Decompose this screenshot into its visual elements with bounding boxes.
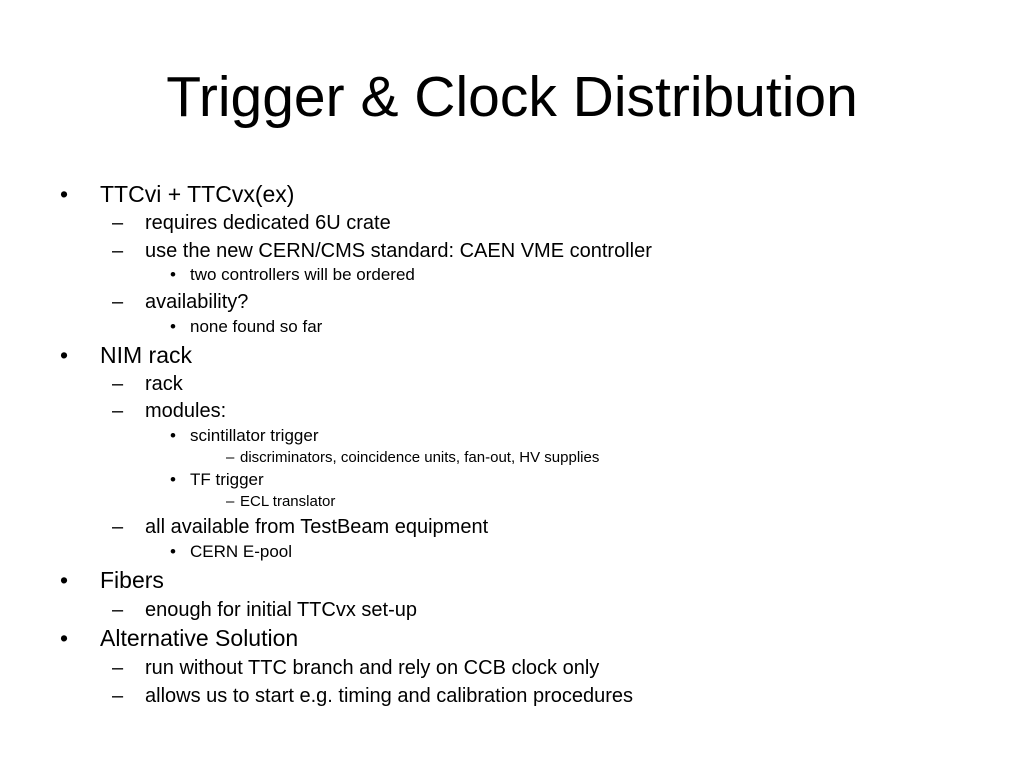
sub-bullet-item: modules:: [145, 400, 227, 422]
sub-sub-bullet-item: CERN E-pool: [190, 542, 293, 561]
bullet-item: TTCvi + TTCvx(ex): [100, 181, 295, 207]
sub-bullet-item: enough for initial TTCvx set-up: [145, 599, 417, 621]
sub-bullet-marker: –: [112, 599, 124, 621]
bullet-item: NIM rack: [100, 342, 192, 368]
sub-bullet-item: availability?: [145, 291, 249, 313]
sub-sub-bullet-marker: •: [170, 542, 176, 561]
level4-bullet-marker: –: [226, 449, 235, 466]
sub-bullet-item: run without TTC branch and rely on CCB clock only: [145, 657, 600, 679]
sub-bullet-marker: –: [112, 212, 124, 234]
sub-bullet-marker: –: [112, 400, 124, 422]
sub-sub-bullet-marker: •: [170, 317, 176, 336]
sub-bullet-marker: –: [112, 240, 124, 262]
sub-bullet-item: all available from TestBeam equipment: [145, 516, 489, 538]
sub-bullet-marker: –: [112, 657, 124, 679]
bullet-item: Alternative Solution: [100, 625, 299, 651]
sub-bullet-item: requires dedicated 6U crate: [145, 212, 391, 234]
sub-bullet-marker: –: [112, 291, 124, 313]
sub-sub-bullet-marker: •: [170, 470, 176, 489]
bullet-marker: •: [60, 567, 69, 593]
sub-bullet-item: use the new CERN/CMS standard: CAEN VME controller: [145, 240, 652, 262]
sub-sub-bullet-item: two controllers will be ordered: [190, 265, 415, 284]
level4-bullet-item: ECL translator: [240, 493, 336, 510]
sub-sub-bullet-marker: •: [170, 265, 176, 284]
sub-sub-bullet-marker: •: [170, 426, 176, 445]
sub-sub-bullet-item: none found so far: [190, 317, 323, 336]
bullet-item: Fibers: [100, 567, 164, 593]
level4-bullet-item: discriminators, coincidence units, fan-out, HV supplies: [240, 449, 600, 466]
bullet-marker: •: [60, 181, 69, 207]
bullet-marker: •: [60, 342, 69, 368]
level4-bullet-marker: –: [226, 493, 235, 510]
sub-sub-bullet-item: TF trigger: [190, 470, 264, 489]
sub-bullet-item: rack: [145, 373, 183, 395]
sub-bullet-marker: –: [112, 685, 124, 707]
sub-bullet-item: allows us to start e.g. timing and calibration procedures: [145, 685, 634, 707]
sub-bullet-marker: –: [112, 373, 124, 395]
bullet-marker: •: [60, 625, 69, 651]
sub-bullet-marker: –: [112, 516, 124, 538]
slide-title: Trigger & Clock Distribution: [166, 65, 858, 129]
sub-sub-bullet-item: scintillator trigger: [190, 426, 319, 445]
